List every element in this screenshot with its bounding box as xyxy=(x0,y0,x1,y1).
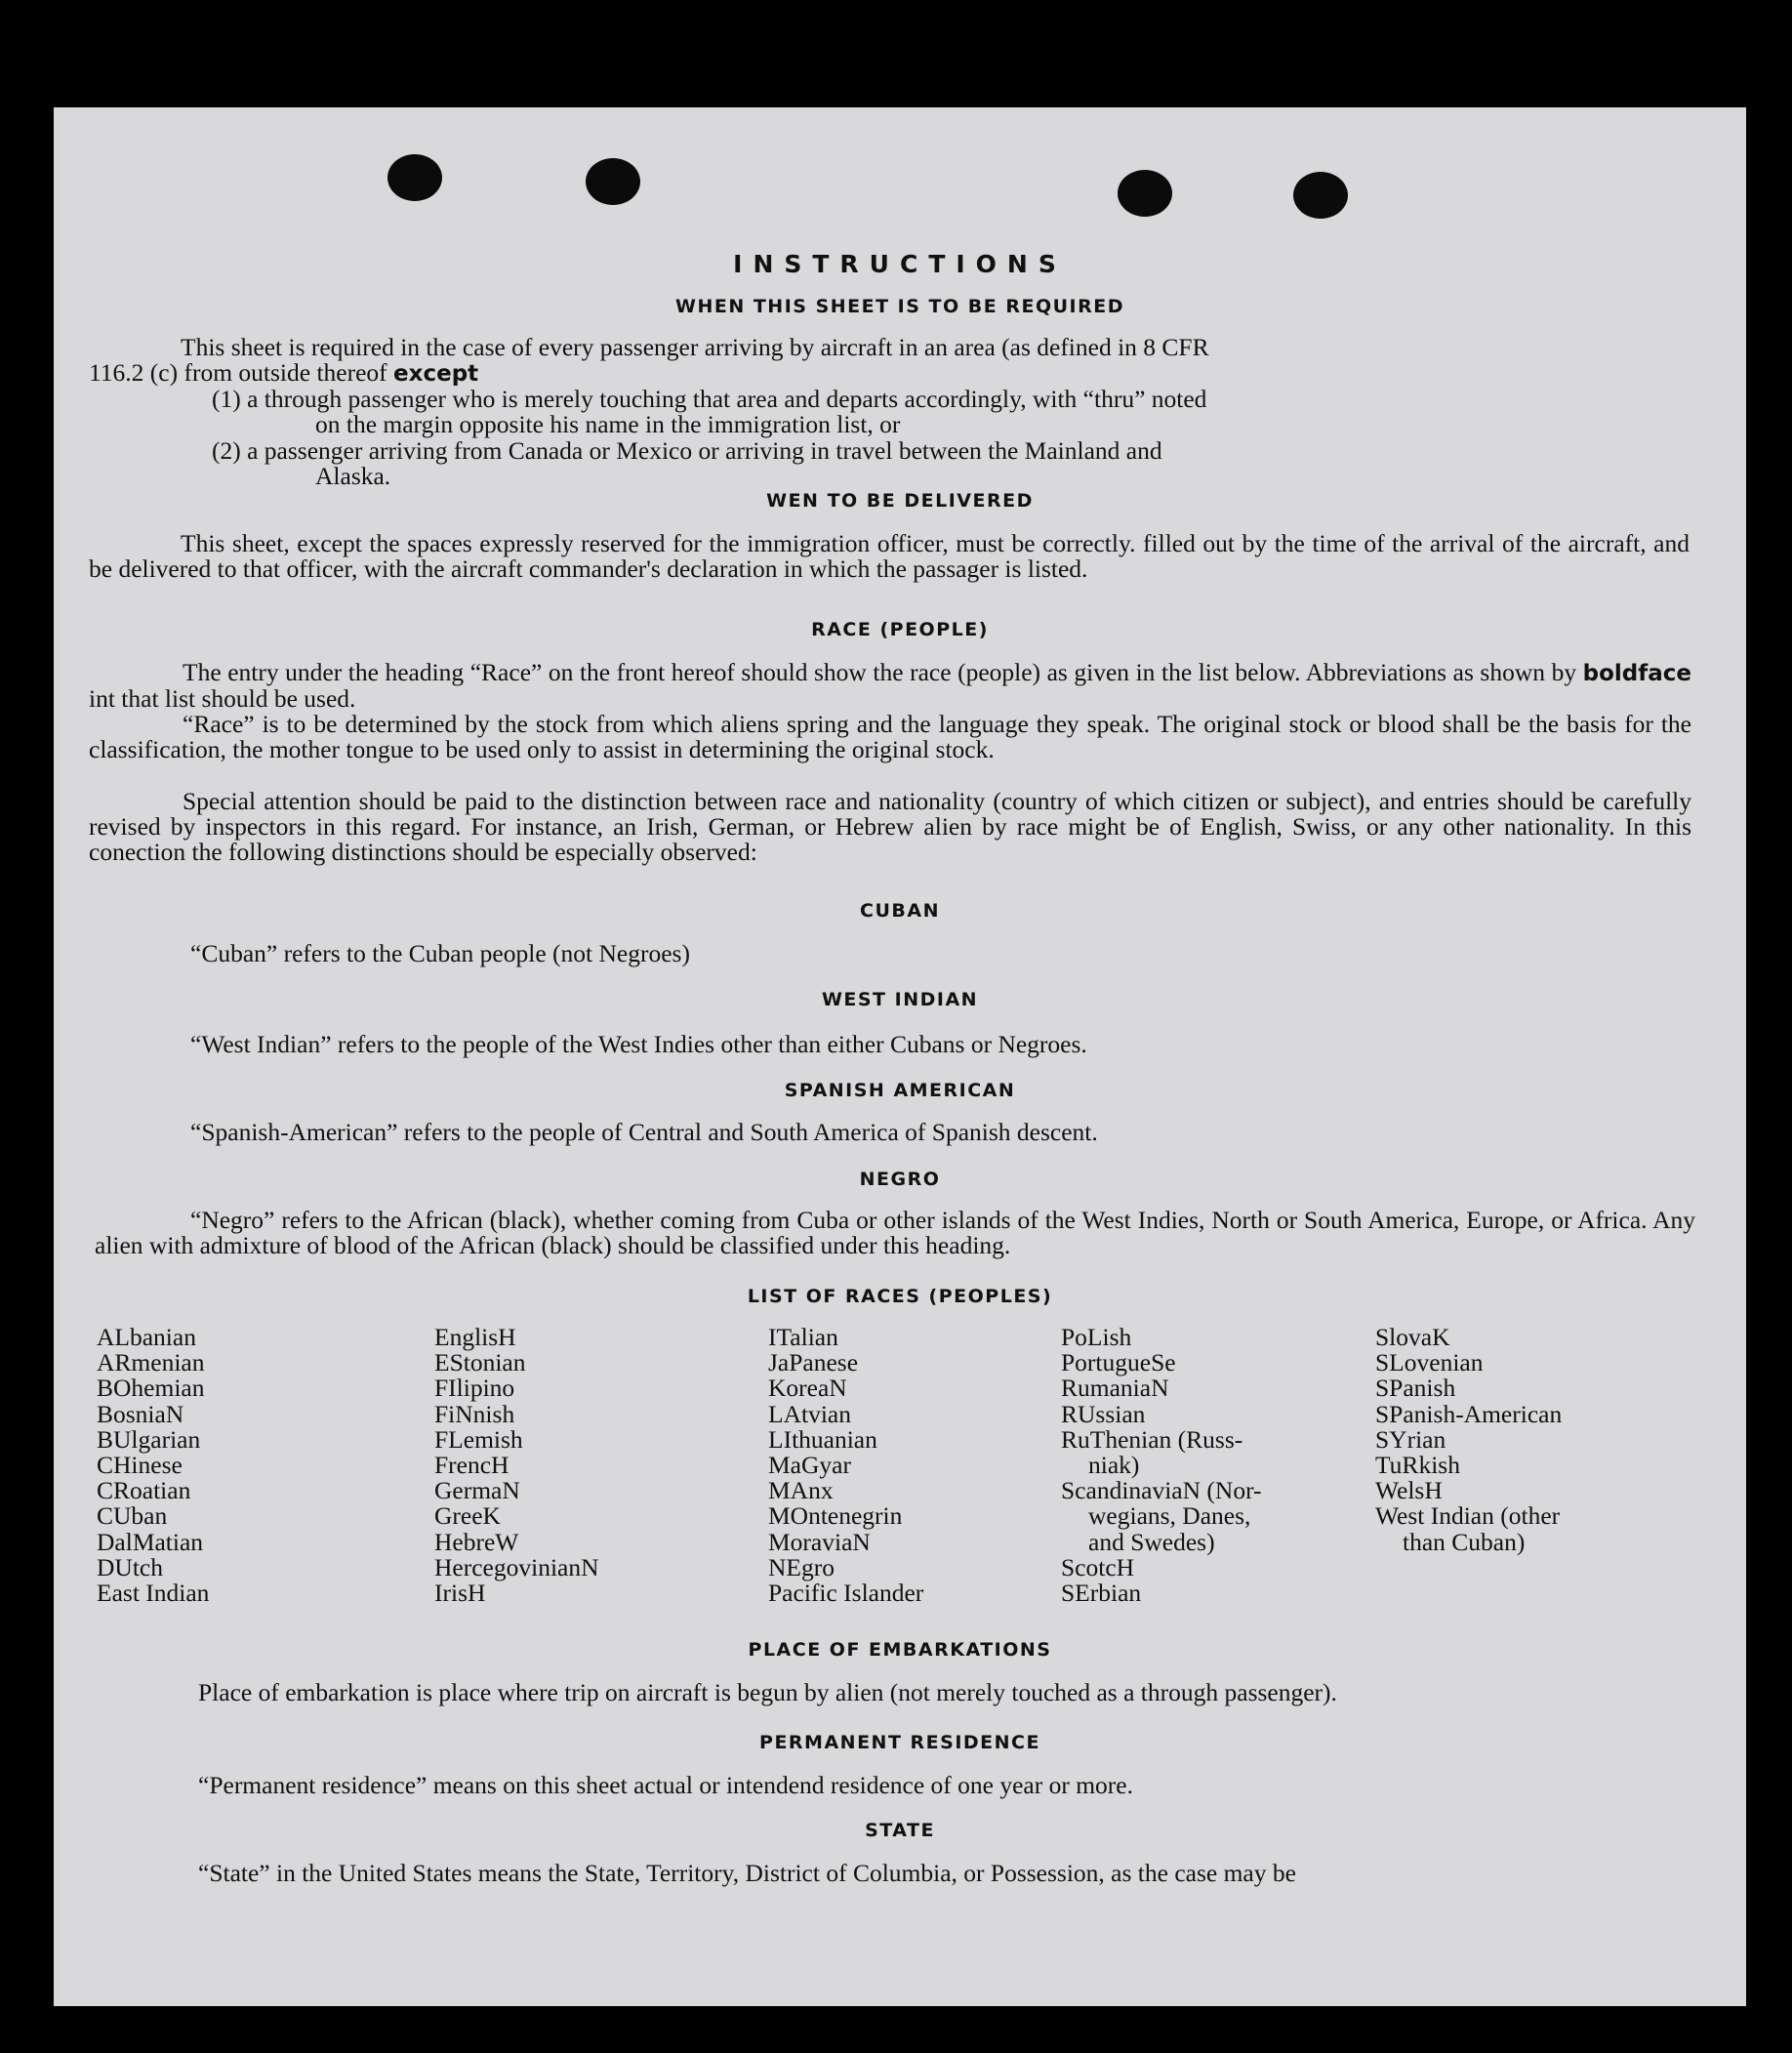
heading-residence: PERMANENT RESIDENCE xyxy=(759,1732,1040,1753)
required-paragraph-line xyxy=(89,360,478,387)
race-item: MoraviaN xyxy=(768,1527,871,1556)
race-item: SPanish xyxy=(1375,1374,1456,1403)
races-column xyxy=(1375,1325,1562,1555)
race-item: MAnx xyxy=(768,1476,834,1505)
race-item: FrencH xyxy=(434,1451,509,1480)
race-item: ScandinaviaN (Nor- xyxy=(1061,1476,1262,1505)
race-item: TuRkish xyxy=(1375,1451,1460,1480)
required-item-1-cont: on the margin opposite his name in the immigration list, or xyxy=(315,410,901,438)
race-item: EStonian xyxy=(434,1348,526,1377)
race-item: BUlgarian xyxy=(97,1424,201,1454)
race-item: CUban xyxy=(97,1501,168,1531)
race-item: DalMatian xyxy=(97,1527,204,1556)
required-paragraph-line: This sheet is required in the case of every passenger arriving by aircraft in an area (as defined in 8 CFR xyxy=(181,333,1209,361)
race-item: FiNnish xyxy=(434,1399,515,1428)
race-item: CHinese xyxy=(97,1451,183,1480)
races-column xyxy=(97,1325,209,1606)
heading-cuban: CUBAN xyxy=(860,900,940,922)
delivered-paragraph: This sheet, except the spaces expressly reserved for the immigration officer, must be correctly. filled out by the time of the arrival of the aircraft, and be delivered to that officer, with the aircraft commander's declaration in which the passager is listed. xyxy=(89,529,1690,583)
race-item: GermaN xyxy=(434,1476,520,1505)
heading-embarkation: PLACE OF EMBARKATIONS xyxy=(748,1639,1052,1661)
heading-state: STATE xyxy=(865,1820,935,1841)
required-paragraph-text: 116.2 (c) from outside thereof xyxy=(89,358,387,387)
race-item: CRoatian xyxy=(97,1476,191,1505)
residence-paragraph: “Permanent residence” means on this sheet actual or intendend residence of one year or more. xyxy=(198,1771,1133,1799)
race-item: LIthuanian xyxy=(768,1424,877,1454)
heading-race: RACE (PEOPLE) xyxy=(811,619,989,640)
race-item: BOhemian xyxy=(97,1374,205,1403)
heading-delivered: WEN TO BE DELIVERED xyxy=(766,490,1034,512)
race-paragraph-2: “Race” is to be determined by the stock from which aliens spring and the language they speak. The original stock or blood shall be the basis for the classification, the mother tongue to be used only to assist in determining the original stock. xyxy=(89,710,1691,763)
race-item: IrisH xyxy=(434,1579,486,1608)
race-paragraph-1-end: int that list should be used. xyxy=(89,684,356,713)
race-item: East Indian xyxy=(97,1579,210,1608)
negro-paragraph: “Negro” refers to the African (black), whether coming from Cuba or other islands of the West Indies, North or South America, Europe, or Africa. Any alien with admixture of blood of the African (black) should be classified under this heading. xyxy=(95,1206,1695,1259)
race-item: EnglisH xyxy=(434,1323,516,1351)
races-column xyxy=(768,1325,923,1606)
document-sheet xyxy=(54,107,1746,2006)
race-item: wegians, Danes, xyxy=(1088,1501,1251,1531)
race-item: ScotcH xyxy=(1061,1552,1135,1581)
race-item: BosniaN xyxy=(97,1399,184,1428)
race-item: WelsH xyxy=(1375,1476,1443,1505)
race-item: RuThenian (Russ- xyxy=(1061,1424,1243,1454)
required-item-2-cont: Alaska. xyxy=(315,462,391,490)
race-paragraph-3: Special attention should be paid to the distinction between race and nationality (country of which citizen or subject), and entries should be carefully revised by inspectors in this regard. For instance, an Irish, German, or Hebrew alien by race might be of English, Swiss, or any other nationality. In this conection the following distinctions should be especially observed: xyxy=(89,787,1691,866)
heading-required: WHEN THIS SHEET IS TO BE REQUIRED xyxy=(674,296,1124,317)
race-item: LAtvian xyxy=(768,1399,851,1428)
race-item: SErbian xyxy=(1061,1579,1142,1608)
race-item: MOntenegrin xyxy=(768,1501,903,1531)
race-item: than Cuban) xyxy=(1403,1527,1526,1556)
heading-west-indian: WEST INDIAN xyxy=(821,989,979,1010)
punch-hole xyxy=(586,158,640,205)
race-item: SPanish-American xyxy=(1375,1399,1563,1428)
race-item: HebreW xyxy=(434,1527,519,1556)
race-item: MaGyar xyxy=(768,1451,851,1480)
race-item: GreeK xyxy=(434,1501,501,1531)
race-item: FIlipino xyxy=(434,1374,515,1403)
race-item: SYrian xyxy=(1375,1424,1446,1454)
heading-spanish-american: SPANISH AMERICAN xyxy=(784,1080,1016,1101)
cuban-paragraph: “Cuban” refers to the Cuban people (not Negroes) xyxy=(190,939,690,967)
race-item: niak) xyxy=(1088,1451,1140,1480)
races-column xyxy=(1061,1325,1262,1606)
races-column xyxy=(434,1325,599,1606)
required-item-1: (1) a through passenger who is merely touching that area and departs accordingly, with “thru” noted xyxy=(212,385,1207,413)
race-item: DUtch xyxy=(97,1552,163,1581)
punch-hole xyxy=(387,154,442,201)
race-paragraph-1-text: The entry under the heading “Race” on the front hereof should show the race (people) as given in the list below. Abbreviations as shown by xyxy=(183,658,1577,686)
race-item: NEgro xyxy=(768,1552,835,1581)
race-item: and Swedes) xyxy=(1088,1527,1215,1556)
race-item: KoreaN xyxy=(768,1374,847,1403)
race-item: ARmenian xyxy=(97,1348,205,1377)
state-paragraph: “State” in the United States means the State, Territory, District of Columbia, or Possession, as the case may be xyxy=(198,1859,1296,1887)
race-item: ITalian xyxy=(768,1323,838,1351)
race-item: ALbanian xyxy=(97,1323,196,1351)
race-item: West Indian (other xyxy=(1375,1501,1561,1531)
race-item: RUssian xyxy=(1061,1399,1146,1428)
heading-negro: NEGRO xyxy=(859,1169,941,1190)
spanish-american-paragraph: “Spanish-American” refers to the people of Central and South America of Spanish descent. xyxy=(190,1118,1098,1146)
race-item: HercegovinianN xyxy=(434,1552,599,1581)
race-item: SlovaK xyxy=(1375,1323,1450,1351)
race-item: PortugueSe xyxy=(1061,1348,1176,1377)
required-item-2: (2) a passenger arriving from Canada or Mexico or arriving in travel between the Mainland and xyxy=(212,436,1162,465)
required-except-bold: except xyxy=(393,361,479,387)
heading-list-of-races: LIST OF RACES (PEOPLES) xyxy=(747,1286,1053,1307)
punch-hole xyxy=(1293,172,1348,219)
race-paragraph-1 xyxy=(89,660,1691,712)
race-item: JaPanese xyxy=(768,1348,859,1377)
punch-hole xyxy=(1118,170,1172,217)
embarkation-paragraph: Place of embarkation is place where trip on aircraft is begun by alien (not merely touched as a through passenger). xyxy=(198,1678,1337,1706)
race-boldface-word: boldface xyxy=(1582,661,1692,686)
race-item: FLemish xyxy=(434,1424,523,1454)
west-indian-paragraph: “West Indian” refers to the people of the West Indies other than either Cubans or Negroes. xyxy=(190,1030,1087,1058)
race-item: PoLish xyxy=(1061,1323,1132,1351)
race-item: Pacific Islander xyxy=(768,1579,924,1608)
page-title: INSTRUCTIONS xyxy=(733,250,1067,278)
race-item: SLovenian xyxy=(1375,1348,1484,1377)
race-item: RumaniaN xyxy=(1061,1374,1169,1403)
